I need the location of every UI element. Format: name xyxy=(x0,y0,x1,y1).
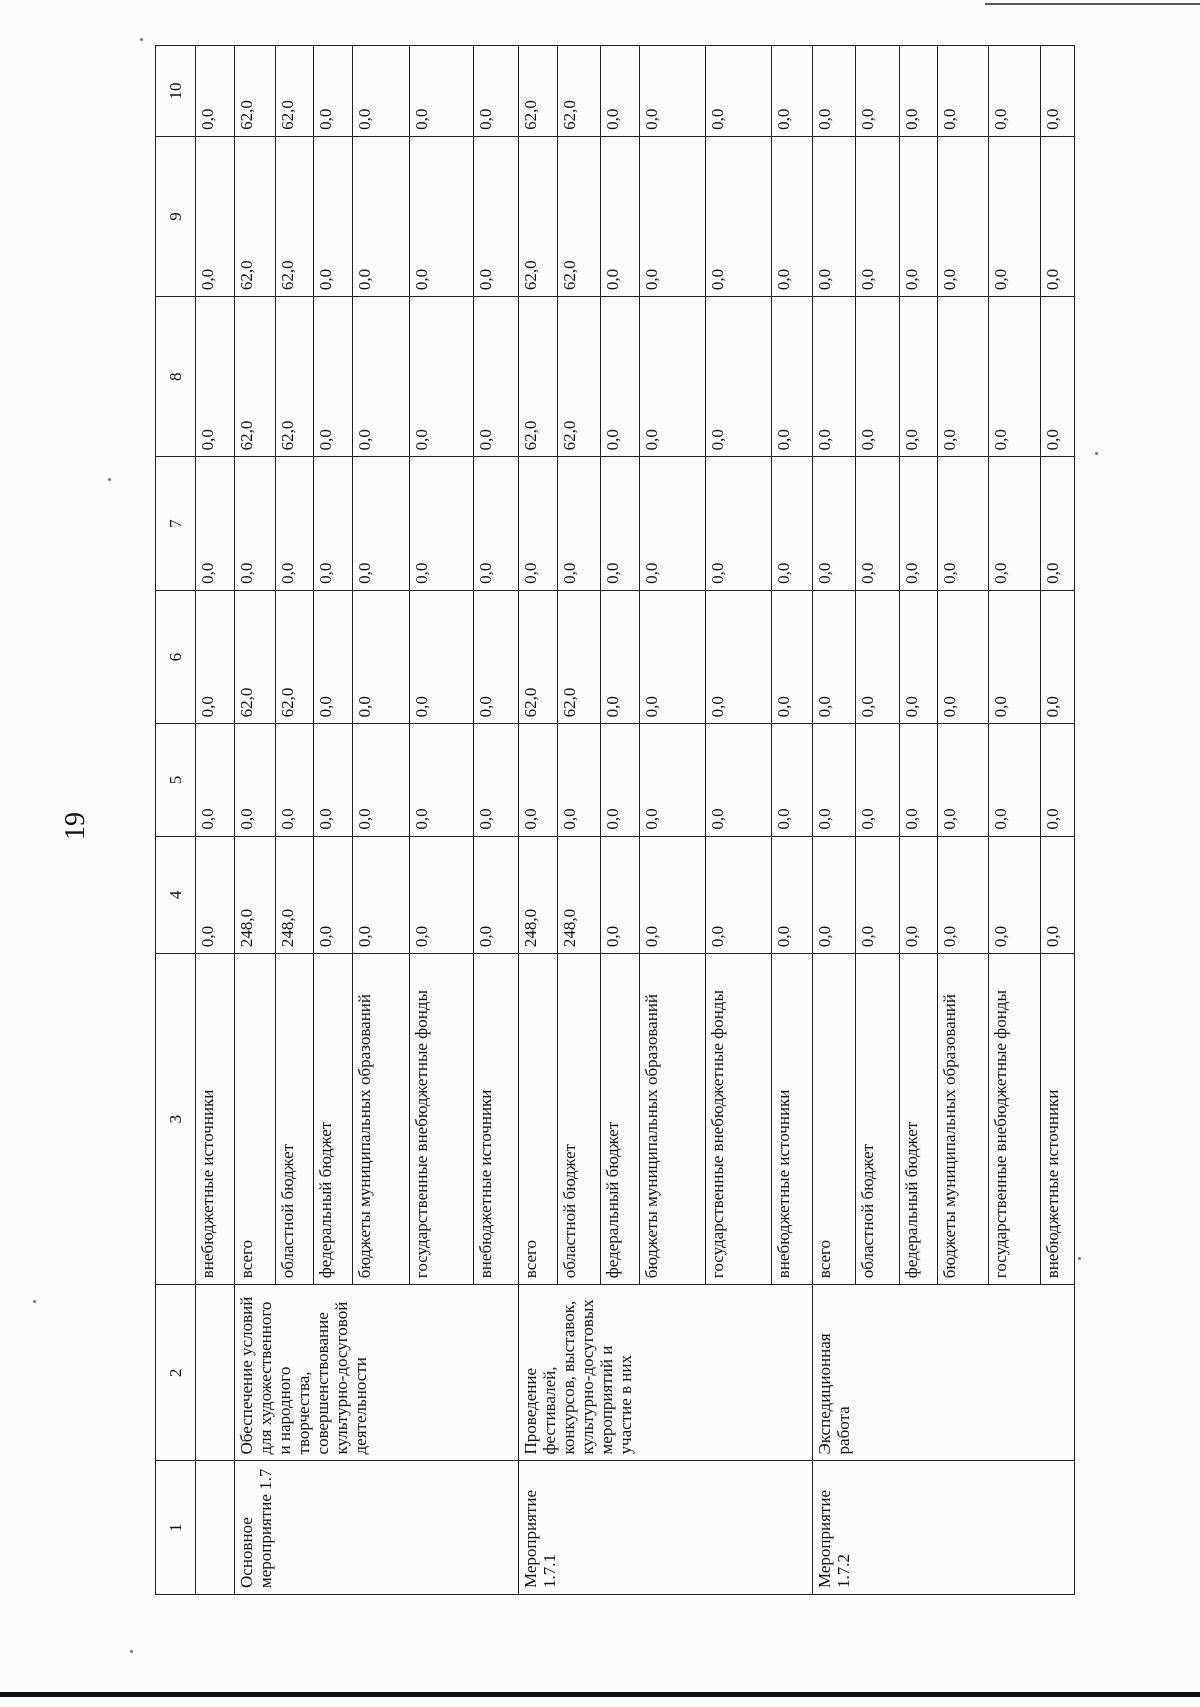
value-cell: 0,0 xyxy=(473,590,519,724)
value-cell: 0,0 xyxy=(601,136,640,296)
header-cell: 2 xyxy=(156,1285,196,1461)
value-cell: 0,0 xyxy=(519,457,558,591)
scan-speck xyxy=(140,38,143,41)
value-cell: 0,0 xyxy=(856,724,899,836)
value-cell: 0,0 xyxy=(353,836,410,954)
value-cell: 0,0 xyxy=(314,836,353,954)
value-cell: 248,0 xyxy=(558,836,601,954)
value-cell: 0,0 xyxy=(353,590,410,724)
value-cell: 0,0 xyxy=(938,297,989,457)
value-cell: 0,0 xyxy=(813,836,856,954)
value-cell: 0,0 xyxy=(706,457,772,591)
header-cell: 4 xyxy=(156,836,196,954)
value-cell: 0,0 xyxy=(410,136,474,296)
value-cell: 0,0 xyxy=(813,724,856,836)
value-cell: 62,0 xyxy=(519,46,558,137)
value-cell: 0,0 xyxy=(314,590,353,724)
value-cell: 0,0 xyxy=(353,297,410,457)
value-cell: 0,0 xyxy=(314,724,353,836)
value-cell: 0,0 xyxy=(856,457,899,591)
header-row xyxy=(156,46,196,1595)
bottom-scan-edge xyxy=(0,1692,1200,1697)
source-cell: областной бюджет xyxy=(275,954,314,1285)
value-cell: 0,0 xyxy=(473,136,519,296)
value-cell: 62,0 xyxy=(519,136,558,296)
source-cell: бюджеты муниципальных образований xyxy=(353,954,410,1285)
value-cell: 0,0 xyxy=(196,590,235,724)
value-cell: 0,0 xyxy=(899,46,938,137)
value-cell: 0,0 xyxy=(938,590,989,724)
value-cell: 62,0 xyxy=(558,136,601,296)
value-cell: 0,0 xyxy=(1040,136,1074,296)
value-cell: 0,0 xyxy=(410,457,474,591)
value-cell: 0,0 xyxy=(410,297,474,457)
value-cell: 0,0 xyxy=(1040,590,1074,724)
value-cell: 0,0 xyxy=(856,136,899,296)
value-cell: 248,0 xyxy=(275,836,314,954)
source-cell: областной бюджет xyxy=(558,954,601,1285)
value-cell: 0,0 xyxy=(938,136,989,296)
value-cell: 0,0 xyxy=(639,46,705,137)
value-cell: 0,0 xyxy=(856,836,899,954)
value-cell: 0,0 xyxy=(639,590,705,724)
value-cell: 0,0 xyxy=(196,724,235,836)
source-cell: всего xyxy=(813,954,856,1285)
value-cell: 0,0 xyxy=(410,836,474,954)
value-cell: 62,0 xyxy=(275,136,314,296)
source-cell: внебюджетные источники xyxy=(196,954,235,1285)
value-cell: 0,0 xyxy=(353,136,410,296)
value-cell: 0,0 xyxy=(1040,46,1074,137)
value-cell: 0,0 xyxy=(989,46,1040,137)
value-cell: 62,0 xyxy=(558,46,601,137)
value-cell: 0,0 xyxy=(558,724,601,836)
value-cell: 0,0 xyxy=(234,457,275,591)
value-cell: 0,0 xyxy=(1040,724,1074,836)
value-cell: 0,0 xyxy=(353,46,410,137)
header-cell: 6 xyxy=(156,590,196,724)
table-row xyxy=(234,46,275,1595)
header-cell: 3 xyxy=(156,954,196,1285)
value-cell: 248,0 xyxy=(519,836,558,954)
value-cell: 0,0 xyxy=(473,46,519,137)
value-cell: 0,0 xyxy=(639,297,705,457)
value-cell: 0,0 xyxy=(1040,297,1074,457)
value-cell: 0,0 xyxy=(275,457,314,591)
value-cell: 0,0 xyxy=(706,297,772,457)
value-cell: 0,0 xyxy=(938,457,989,591)
source-cell: всего xyxy=(519,954,558,1285)
value-cell: 0,0 xyxy=(601,297,640,457)
top-rule xyxy=(985,3,1200,5)
value-cell: 0,0 xyxy=(601,836,640,954)
value-cell: 62,0 xyxy=(234,136,275,296)
value-cell: 0,0 xyxy=(196,836,235,954)
value-cell: 0,0 xyxy=(899,836,938,954)
value-cell: 0,0 xyxy=(772,46,813,137)
value-cell: 62,0 xyxy=(558,297,601,457)
value-cell: 0,0 xyxy=(856,590,899,724)
value-cell: 0,0 xyxy=(706,46,772,137)
value-cell: 0,0 xyxy=(601,590,640,724)
value-cell: 62,0 xyxy=(519,590,558,724)
value-cell: 0,0 xyxy=(234,724,275,836)
value-cell: 0,0 xyxy=(353,457,410,591)
value-cell: 0,0 xyxy=(473,724,519,836)
scan-speck xyxy=(1078,1257,1081,1260)
value-cell: 0,0 xyxy=(989,297,1040,457)
source-cell: государственные внебюджетные фонды xyxy=(989,954,1040,1285)
scan-speck xyxy=(1095,452,1098,455)
source-cell: областной бюджет xyxy=(856,954,899,1285)
source-cell: внебюджетные источники xyxy=(772,954,813,1285)
value-cell: 0,0 xyxy=(856,46,899,137)
source-cell: федеральный бюджет xyxy=(899,954,938,1285)
value-cell: 0,0 xyxy=(938,724,989,836)
value-cell: 62,0 xyxy=(275,590,314,724)
value-cell: 0,0 xyxy=(314,136,353,296)
name-cell xyxy=(196,1285,235,1461)
measure-code-cell: Мероприятие 1.7.2 xyxy=(813,1461,1075,1595)
value-cell: 0,0 xyxy=(813,136,856,296)
value-cell: 0,0 xyxy=(473,297,519,457)
value-cell: 0,0 xyxy=(639,457,705,591)
value-cell: 62,0 xyxy=(234,297,275,457)
value-cell: 0,0 xyxy=(410,590,474,724)
scan-speck xyxy=(130,1650,133,1653)
value-cell: 0,0 xyxy=(899,724,938,836)
header-cell: 7 xyxy=(156,457,196,591)
header-cell: 5 xyxy=(156,724,196,836)
value-cell: 0,0 xyxy=(275,724,314,836)
value-cell: 0,0 xyxy=(558,457,601,591)
header-cell: 8 xyxy=(156,297,196,457)
value-cell: 0,0 xyxy=(639,136,705,296)
value-cell: 0,0 xyxy=(772,590,813,724)
rotated-table-wrapper xyxy=(155,45,1075,1595)
source-cell: всего xyxy=(234,954,275,1285)
value-cell: 62,0 xyxy=(558,590,601,724)
source-cell: бюджеты муниципальных образований xyxy=(938,954,989,1285)
value-cell: 0,0 xyxy=(601,46,640,137)
source-cell: государственные внебюджетные фонды xyxy=(706,954,772,1285)
value-cell: 0,0 xyxy=(410,46,474,137)
source-cell: внебюджетные источники xyxy=(1040,954,1074,1285)
value-cell: 0,0 xyxy=(314,297,353,457)
value-cell: 0,0 xyxy=(938,836,989,954)
code-cell xyxy=(196,1461,235,1595)
value-cell: 0,0 xyxy=(473,836,519,954)
value-cell: 0,0 xyxy=(856,297,899,457)
value-cell: 0,0 xyxy=(989,590,1040,724)
value-cell: 248,0 xyxy=(234,836,275,954)
value-cell: 0,0 xyxy=(639,724,705,836)
table-row xyxy=(519,46,558,1595)
value-cell: 62,0 xyxy=(234,46,275,137)
value-cell: 0,0 xyxy=(706,136,772,296)
value-cell: 0,0 xyxy=(813,46,856,137)
measure-name-cell: Экспедиционная работа xyxy=(813,1285,1075,1461)
value-cell: 0,0 xyxy=(772,136,813,296)
value-cell: 0,0 xyxy=(473,457,519,591)
value-cell: 0,0 xyxy=(196,457,235,591)
table-row xyxy=(196,46,235,1595)
header-cell: 1 xyxy=(156,1461,196,1595)
value-cell: 0,0 xyxy=(314,46,353,137)
page-number: 19 xyxy=(60,812,91,840)
value-cell: 62,0 xyxy=(519,297,558,457)
value-cell: 0,0 xyxy=(639,836,705,954)
measure-code-cell: Основное мероприятие 1.7 xyxy=(234,1461,519,1595)
value-cell: 0,0 xyxy=(519,724,558,836)
value-cell: 0,0 xyxy=(353,724,410,836)
value-cell: 0,0 xyxy=(601,724,640,836)
source-cell: федеральный бюджет xyxy=(314,954,353,1285)
value-cell: 0,0 xyxy=(1040,457,1074,591)
value-cell: 0,0 xyxy=(706,590,772,724)
value-cell: 0,0 xyxy=(813,297,856,457)
measure-name-cell: Обеспечение условий для художественного и народного творчества, совершенствование культурно-досуговой деятельности xyxy=(234,1285,519,1461)
header-cell: 9 xyxy=(156,136,196,296)
scan-speck xyxy=(33,1300,36,1303)
value-cell: 62,0 xyxy=(275,297,314,457)
value-cell: 62,0 xyxy=(234,590,275,724)
value-cell: 0,0 xyxy=(772,724,813,836)
value-cell: 0,0 xyxy=(1040,836,1074,954)
scan-speck xyxy=(108,478,111,481)
source-cell: бюджеты муниципальных образований xyxy=(639,954,705,1285)
value-cell: 0,0 xyxy=(813,590,856,724)
value-cell: 0,0 xyxy=(899,136,938,296)
value-cell: 0,0 xyxy=(938,46,989,137)
value-cell: 0,0 xyxy=(314,457,353,591)
value-cell: 0,0 xyxy=(989,136,1040,296)
value-cell: 0,0 xyxy=(196,297,235,457)
value-cell: 0,0 xyxy=(899,297,938,457)
value-cell: 0,0 xyxy=(196,46,235,137)
value-cell: 0,0 xyxy=(772,836,813,954)
value-cell: 0,0 xyxy=(772,297,813,457)
value-cell: 0,0 xyxy=(706,724,772,836)
budget-table xyxy=(155,45,1075,1595)
value-cell: 0,0 xyxy=(772,457,813,591)
header-cell: 10 xyxy=(156,46,196,137)
value-cell: 0,0 xyxy=(899,590,938,724)
value-cell: 0,0 xyxy=(706,836,772,954)
value-cell: 0,0 xyxy=(899,457,938,591)
source-cell: внебюджетные источники xyxy=(473,954,519,1285)
value-cell: 0,0 xyxy=(989,457,1040,591)
source-cell: государственные внебюджетные фонды xyxy=(410,954,474,1285)
value-cell: 0,0 xyxy=(410,724,474,836)
measure-name-cell: Проведение фестивалей, конкурсов, выставок, культурно-досуговых мероприятий и участие в них xyxy=(519,1285,813,1461)
table-row xyxy=(813,46,856,1595)
measure-code-cell: Мероприятие 1.7.1 xyxy=(519,1461,813,1595)
source-cell: федеральный бюджет xyxy=(601,954,640,1285)
value-cell: 0,0 xyxy=(601,457,640,591)
value-cell: 0,0 xyxy=(989,724,1040,836)
value-cell: 0,0 xyxy=(813,457,856,591)
value-cell: 0,0 xyxy=(989,836,1040,954)
value-cell: 62,0 xyxy=(275,46,314,137)
value-cell: 0,0 xyxy=(196,136,235,296)
